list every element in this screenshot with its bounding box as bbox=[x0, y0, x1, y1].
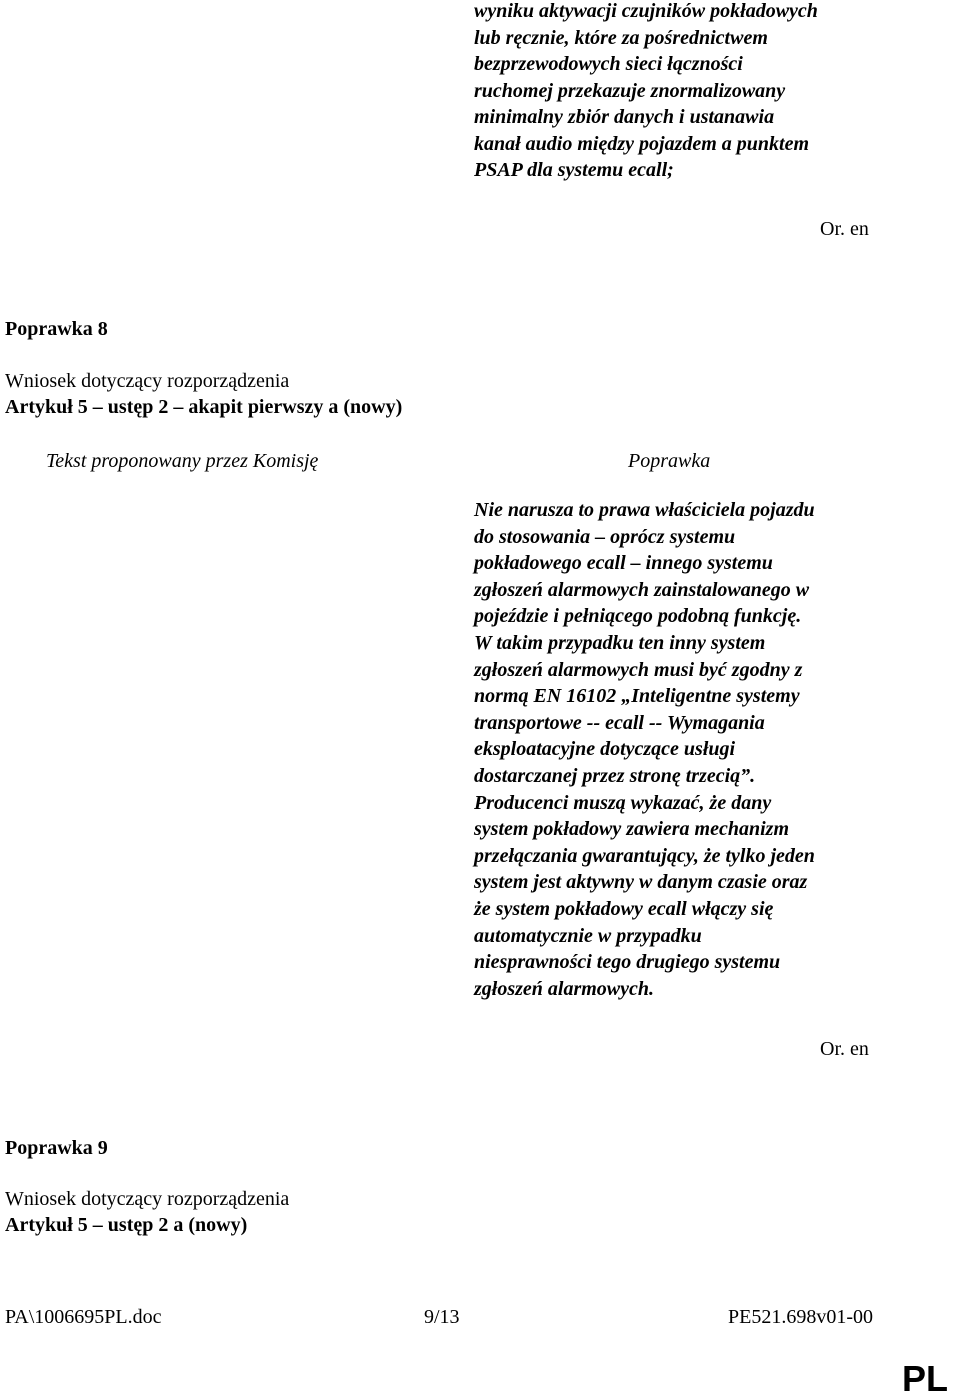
amendment-proposal: Wniosek dotyczący rozporządzenia bbox=[5, 370, 290, 392]
amendment-proposal: Wniosek dotyczący rozporządzenia bbox=[5, 1188, 290, 1210]
top-text-line: lub ręcznie, które za pośrednictwem bbox=[474, 26, 768, 49]
original-language-label: Or. en bbox=[820, 1038, 869, 1060]
amendment-text-line: Nie narusza to prawa właściciela pojazdu bbox=[474, 499, 815, 521]
amendment-text-line: przełączania gwarantujący, że tylko jeden bbox=[474, 844, 815, 867]
amendment-text-line: zgłoszeń alarmowych. bbox=[474, 977, 655, 1000]
top-text-line: bezprzewodowych sieci łączności bbox=[474, 53, 743, 75]
footer-page-number: 9/13 bbox=[424, 1306, 460, 1328]
amendment-text-line: system pokładowy zawiera mechanizm bbox=[474, 818, 789, 841]
amendment-text-line: że system pokładowy ecall włączy się bbox=[474, 897, 774, 920]
amendment-text-line: pojeździe i pełniącego podobną funkcję. bbox=[474, 605, 802, 628]
column-header-amendment: Poprawka bbox=[628, 450, 711, 472]
amendment-text-line: niesprawności tego drugiego systemu bbox=[474, 951, 781, 974]
amendment-title: Poprawka 8 bbox=[5, 318, 108, 340]
original-language-label: Or. en bbox=[820, 218, 869, 240]
amendment-text bbox=[474, 497, 934, 1002]
top-text-line: ruchomej przekazuje znormalizowany bbox=[474, 79, 786, 102]
footer-document-reference: PA\1006695PL.doc bbox=[5, 1306, 162, 1328]
amendment-title: Poprawka 9 bbox=[5, 1137, 108, 1159]
footer-document-code: PE521.698v01-00 bbox=[728, 1306, 873, 1328]
top-text-line: minimalny zbiór danych i ustanawia bbox=[474, 106, 775, 128]
amendment-text-line: automatycznie w przypadku bbox=[474, 924, 702, 947]
amendment-text-line: zgłoszeń alarmowych zainstalowanego w bbox=[474, 578, 810, 601]
amendment-article: Artykuł 5 – ustęp 2 a (nowy) bbox=[5, 1214, 248, 1236]
amendment-text-line: pokładowego ecall – innego systemu bbox=[474, 552, 773, 575]
column-header-commission: Tekst proponowany przez Komisję bbox=[46, 450, 319, 472]
amendment-text-line: do stosowania – oprócz systemu bbox=[474, 525, 736, 548]
amendment-text-line: W takim przypadku ten inny system bbox=[474, 631, 766, 654]
amendment-text-line: normą EN 16102 „Inteligentne systemy bbox=[474, 685, 800, 708]
amendment-text-line: zgłoszeń alarmowych musi być zgodny z bbox=[474, 658, 803, 681]
amendment-article: Artykuł 5 – ustęp 2 – akapit pierwszy a (nowy) bbox=[5, 396, 403, 418]
top-text-line: kanał audio między pojazdem a punktem bbox=[474, 132, 810, 155]
amendment-text-line: dostarczanej przez stronę trzecią”. bbox=[474, 764, 756, 787]
top-text-line: wyniku aktywacji czujników pokładowych bbox=[474, 0, 818, 22]
amendment-text-line: transportowe -- ecall -- Wymagania bbox=[474, 711, 765, 734]
amendment-text-line: Producenci muszą wykazać, że dany bbox=[474, 791, 772, 814]
language-mark: PL bbox=[902, 1358, 949, 1399]
top-text-line: PSAP dla systemu ecall; bbox=[474, 159, 674, 181]
amendment-text-line: eksploatacyjne dotyczące usługi bbox=[474, 738, 736, 761]
amendment-text-line: system jest aktywny w danym czasie oraz bbox=[474, 871, 808, 894]
